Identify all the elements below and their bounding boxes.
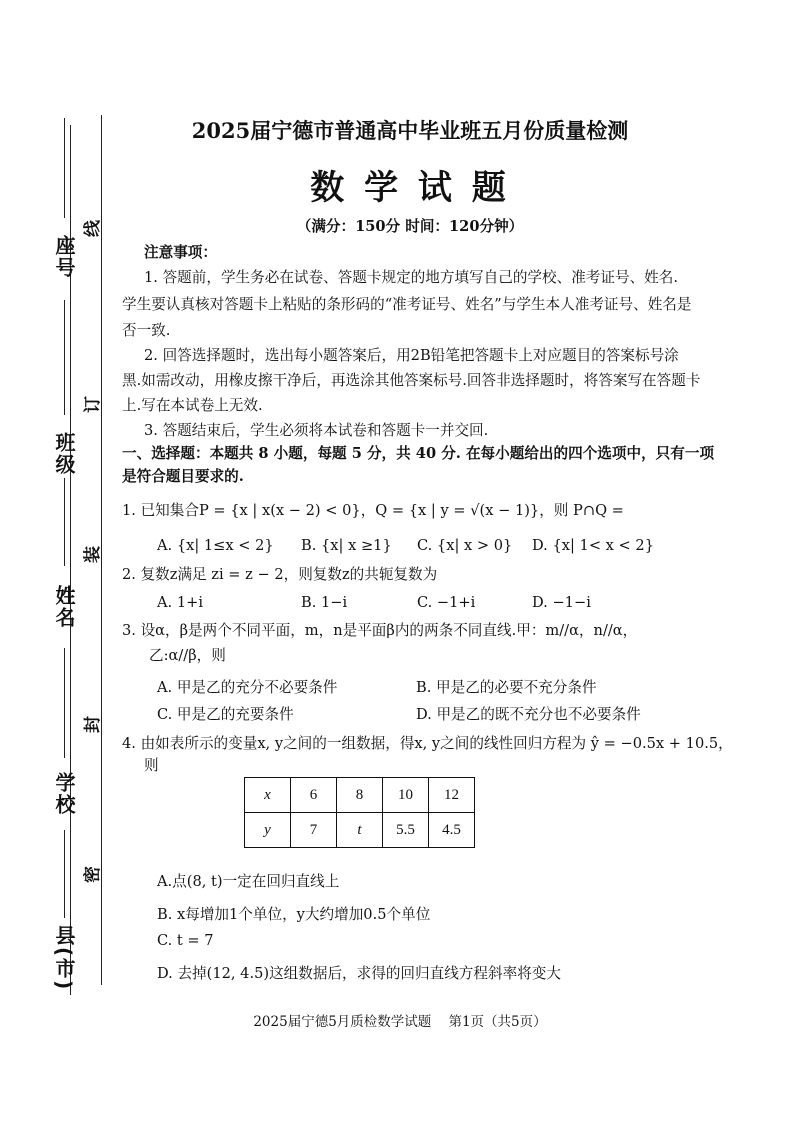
table-cell: 8	[337, 778, 383, 813]
table-cell: 4.5	[429, 813, 475, 848]
notice-line: 1. 答题前，学生务必在试卷、答题卡规定的地方填写自己的学校、准考证号、姓名.	[144, 269, 678, 286]
label-name: 姓名	[52, 585, 76, 629]
q2-option-b: B. 1−i	[301, 594, 348, 611]
table-cell: x	[245, 778, 291, 813]
q4-option-d: D. 去掉(12, 4.5)这组数据后，求得的回归直线方程斜率将变大	[157, 965, 561, 982]
label-seat-number: 座号	[52, 235, 76, 279]
q3-option-d: D. 甲是乙的既不充分也不必要条件	[416, 706, 641, 723]
question-3-stem-cont: 乙:α//β，则	[149, 647, 226, 664]
question-4-stem-cont: 则	[144, 757, 159, 774]
school-blank	[64, 648, 65, 758]
seal-char-secret: 密	[83, 866, 103, 883]
question-4-stem: 4. 由如表所示的变量x, y之间的一组数据，得x, y之间的线性回归方程为 ŷ = −0.5x + 10.5，	[122, 735, 733, 752]
county-blank	[64, 830, 65, 918]
q1-option-a: A. {x| 1≤x < 2}	[157, 537, 274, 554]
notice-heading: 注意事项：	[144, 244, 217, 261]
q2-option-a: A. 1+i	[157, 594, 203, 611]
q4-option-b: B. x每增加1个单位，y大约增加0.5个单位	[157, 906, 431, 923]
q3-option-a: A. 甲是乙的充分不必要条件	[157, 679, 338, 696]
label-county: 县(市)	[52, 925, 76, 992]
question-2-stem: 2. 复数z满足 zi = z − 2，则复数z的共轭复数为	[122, 566, 438, 583]
question-1-stem: 1. 已知集合P = {x | x(x − 2) < 0}，Q = {x | y = √(x − 1)}，则 P∩Q =	[122, 502, 624, 519]
table-cell: y	[245, 813, 291, 848]
q1-option-b: B. {x| x ≥1}	[301, 537, 392, 554]
q4-option-a: A.点(8, t)一定在回归直线上	[157, 873, 340, 890]
table-cell: 10	[383, 778, 429, 813]
seat-number-blank	[64, 118, 65, 218]
question-3-stem: 3. 设α，β是两个不同平面，m，n是平面β内的两条不同直线.甲：m//α，n//α，	[122, 622, 638, 639]
subject-title: 数 学 试 题	[310, 168, 510, 208]
q1-option-c: C. {x| x > 0}	[417, 537, 513, 554]
table-row	[245, 813, 475, 848]
section1-heading: 一、选择题：本题共 8 小题，每题 5 分，共 40 分. 在每小题给出的四个选项中，只有一项	[122, 445, 715, 462]
page-footer: 2025届宁德5月质检数学试题 第1页（共5页）	[253, 1014, 547, 1030]
seal-char-seal: 封	[83, 716, 103, 733]
notice-line: 2. 回答选择题时，选出每小题答案后，用2B铅笔把答题卡上对应题目的答案标号涂	[144, 347, 679, 364]
notice-line: 3. 答题结束后，学生必须将本试卷和答题卡一并交回.	[144, 422, 489, 439]
q4-option-c: C. t = 7	[157, 932, 214, 949]
notice-line: 学生要认真核对答题卡上粘贴的条形码的“准考证号、姓名”与学生本人准考证号、姓名是	[122, 296, 692, 313]
notice-line: 否一致.	[122, 322, 171, 339]
table-cell: 12	[429, 778, 475, 813]
name-blank	[64, 478, 65, 566]
label-school: 学校	[52, 772, 76, 816]
notice-line: 黑.如需改动，用橡皮擦干净后，再选涂其他答案标号.回答非选择题时，将答案写在答题卡	[122, 372, 701, 389]
data-table	[244, 777, 475, 848]
q2-option-c: C. −1+i	[417, 594, 476, 611]
q3-option-b: B. 甲是乙的必要不充分条件	[416, 679, 597, 696]
class-blank	[64, 300, 65, 415]
exam-title: 2025届宁德市普通高中毕业班五月份质量检测	[191, 118, 629, 143]
section1-heading: 是符合题目要求的.	[122, 468, 244, 485]
seal-char-order: 订	[83, 396, 103, 413]
seal-char-bind: 装	[83, 546, 103, 563]
table-cell: 6	[291, 778, 337, 813]
table-cell: 7	[291, 813, 337, 848]
q2-option-d: D. −1−i	[532, 594, 591, 611]
q3-option-c: C. 甲是乙的充要条件	[157, 706, 294, 723]
q1-option-d: D. {x| 1< x < 2}	[532, 537, 654, 554]
label-class: 班级	[52, 432, 76, 476]
table-cell: 5.5	[383, 813, 429, 848]
table-cell: t	[337, 813, 383, 848]
notice-line: 上.写在本试卷上无效.	[122, 397, 263, 414]
table-row	[245, 778, 475, 813]
exam-meta: （满分：150分 时间：120分钟）	[296, 218, 524, 235]
seal-char-line: 线	[83, 220, 103, 237]
